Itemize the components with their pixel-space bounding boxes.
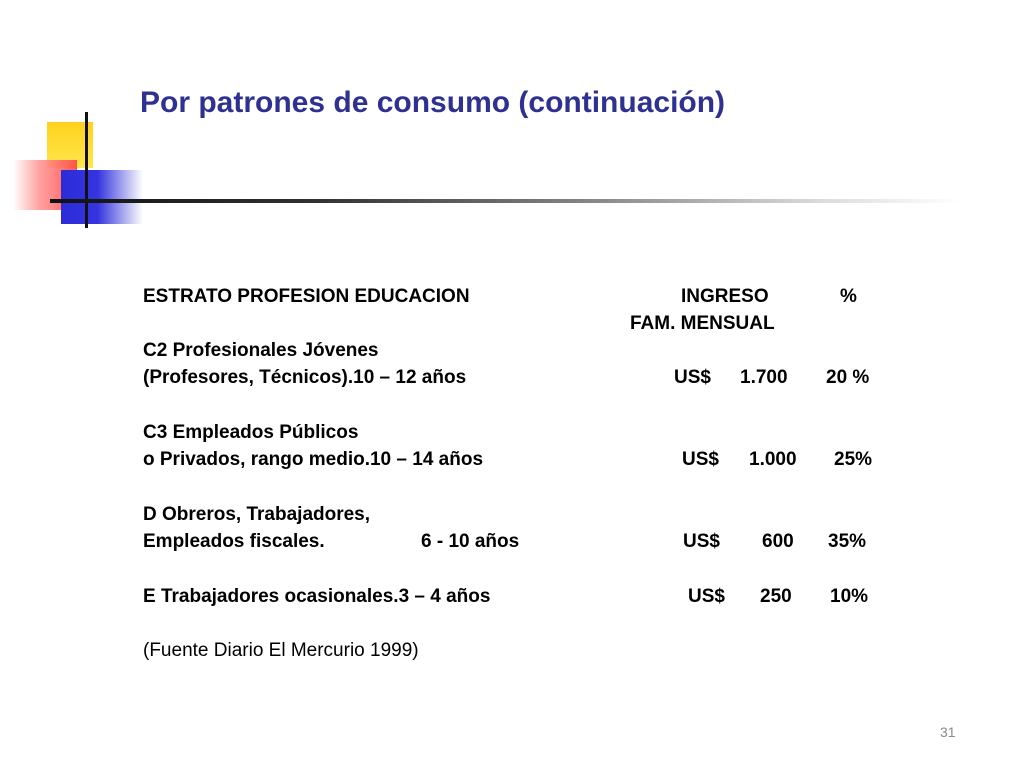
row-c2-currency: US$ <box>674 367 711 388</box>
row-c2-percent: 20 % <box>826 367 870 388</box>
row-d-line2a: Empleados fiscales. <box>143 531 325 552</box>
header-percent: % <box>840 286 857 307</box>
logo-blue-square <box>61 170 143 224</box>
row-e-currency: US$ <box>688 586 725 607</box>
row-c2-line2: (Profesores, Técnicos).10 – 12 años <box>143 367 467 388</box>
row-e-line: E Trabajadores ocasionales.3 – 4 años <box>143 586 491 607</box>
row-d-percent: 35% <box>828 531 867 552</box>
source-note: (Fuente Diario El Mercurio 1999) <box>143 640 419 661</box>
row-d-line2b: 6 - 10 años <box>421 531 520 552</box>
slide-title: Por patrones de consumo (continuación) <box>140 86 726 119</box>
row-c3-line1: C3 Empleados Públicos <box>143 422 359 443</box>
header-columns: ESTRATO PROFESION EDUCACION <box>143 286 470 307</box>
row-c2-line1: C2 Profesionales Jóvenes <box>143 340 379 361</box>
row-c3-percent: 25% <box>834 449 873 470</box>
logo-vertical-line <box>85 112 88 228</box>
row-d-line1: D Obreros, Trabajadores, <box>143 504 371 525</box>
row-c3-currency: US$ <box>682 449 719 470</box>
row-d-currency: US$ <box>683 531 720 552</box>
row-c3-line2: o Privados, rango medio.10 – 14 años <box>143 449 484 470</box>
title-underline <box>50 199 960 203</box>
row-e-percent: 10% <box>830 586 869 607</box>
row-c2-amount: 1.700 <box>740 367 788 388</box>
row-e-amount: 250 <box>760 586 792 607</box>
row-d-amount: 600 <box>762 531 794 552</box>
header-ingreso: INGRESO <box>681 286 769 307</box>
page-number: 31 <box>940 724 956 740</box>
header-fam-mensual: FAM. MENSUAL <box>630 313 775 334</box>
row-c3-amount: 1.000 <box>749 449 797 470</box>
